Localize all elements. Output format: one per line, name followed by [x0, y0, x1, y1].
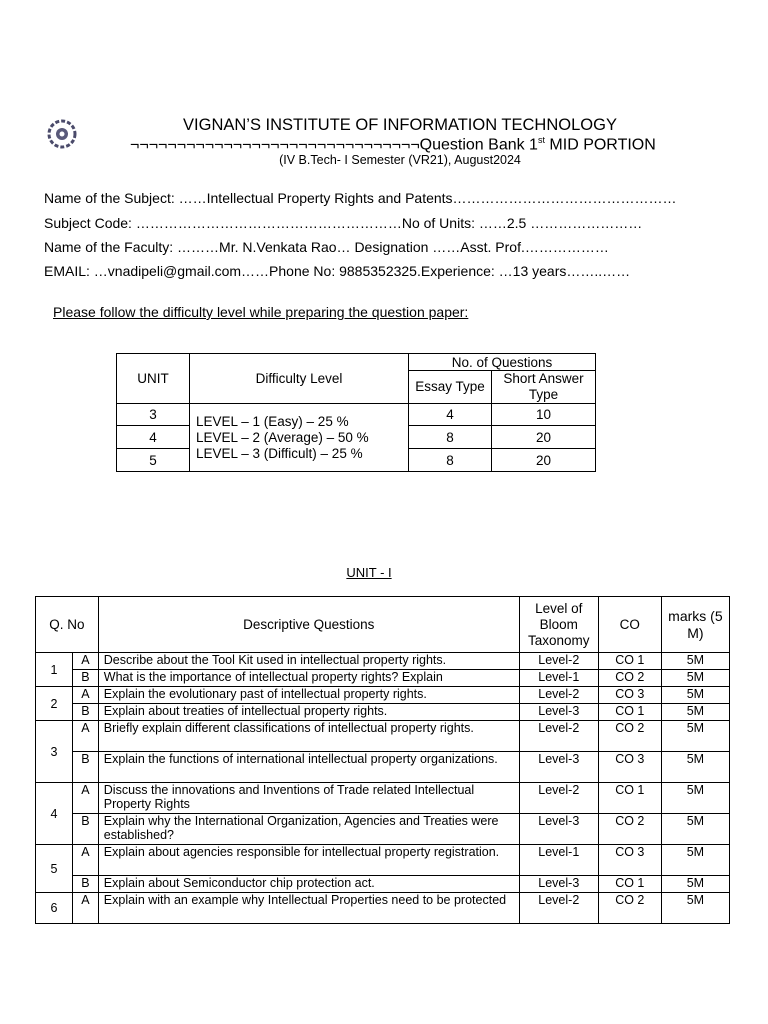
semester-line: (IV B.Tech- I Semester (VR21), August2024 [279, 153, 521, 167]
marks-cell: 5M [661, 783, 729, 814]
course-outcome: CO 3 [598, 687, 661, 704]
sub-part: A [73, 687, 99, 704]
marks-cell: 5M [661, 721, 729, 752]
bloom-level: Level-3 [519, 752, 598, 783]
question-number: 3 [36, 721, 73, 783]
course-outcome: CO 1 [598, 653, 661, 670]
essay-cell: 4 [409, 404, 492, 426]
email-line: EMAIL: …vnadipeli@gmail.com……Phone No: 9885352325.Experience: …13 years……..…… [44, 263, 631, 279]
bloom-level: Level-3 [519, 704, 598, 721]
sub-part: A [73, 653, 99, 670]
table-row [36, 876, 730, 893]
marks-cell: 5M [661, 752, 729, 783]
sub-part: B [73, 876, 99, 893]
table-row [36, 893, 730, 924]
col-difficulty: Difficulty Level [190, 354, 409, 404]
essay-cell: 8 [409, 449, 492, 472]
difficulty-levels [190, 404, 409, 472]
course-outcome: CO 3 [598, 845, 661, 876]
course-outcome: CO 3 [598, 752, 661, 783]
col-bloom: Level of Bloom Taxonomy [519, 597, 598, 653]
col-no-of-questions: No. of Questions [409, 354, 596, 371]
short-cell: 20 [492, 426, 596, 449]
question-text: Discuss the innovations and Inventions of Trade related Intellectual Property Rights [98, 783, 519, 814]
unit-cell: 5 [117, 449, 190, 472]
table-row [36, 670, 730, 687]
table-row [36, 721, 730, 752]
faculty-line: Name of the Faculty: ………Mr. N.Venkata Rao… Designation ……Asst. Prof.……………… [44, 239, 609, 255]
level-1: LEVEL – 1 (Easy) – 25 % [196, 413, 349, 429]
question-text: Describe about the Tool Kit used in intellectual property rights. [98, 653, 519, 670]
question-text: Explain why the International Organization, Agencies and Treaties were established? [98, 814, 519, 845]
sub-part: B [73, 752, 99, 783]
bloom-level: Level-2 [519, 721, 598, 752]
question-text: Explain the functions of international intellectual property organizations. [98, 752, 519, 783]
question-text: Explain about agencies responsible for intellectual property registration. [98, 845, 519, 876]
difficulty-table [116, 353, 596, 472]
unit-cell: 4 [117, 426, 190, 449]
question-text: Explain about Semiconductor chip protection act. [98, 876, 519, 893]
course-outcome: CO 2 [598, 893, 661, 924]
marks-cell: 5M [661, 670, 729, 687]
col-unit: UNIT [117, 354, 190, 404]
col-qno: Q. No [36, 597, 99, 653]
marks-cell: 5M [661, 876, 729, 893]
marks-cell: 5M [661, 704, 729, 721]
table-row [36, 704, 730, 721]
sub-part: A [73, 721, 99, 752]
table-row [36, 752, 730, 783]
col-short: Short Answer Type [492, 371, 596, 404]
col-marks: marks (5 M) [661, 597, 729, 653]
bloom-level: Level-1 [519, 845, 598, 876]
course-outcome: CO 2 [598, 814, 661, 845]
question-number: 2 [36, 687, 73, 721]
question-bank-title: ¬¬¬¬¬¬¬¬¬¬¬¬¬¬¬¬¬¬¬¬¬¬¬¬¬¬¬¬¬¬¬Question Bank 1st MID PORTION [130, 135, 656, 154]
question-number: 4 [36, 783, 73, 845]
sub-part: B [73, 670, 99, 687]
question-text: Explain with an example why Intellectual Properties need to be protected [98, 893, 519, 924]
marks-cell: 5M [661, 687, 729, 704]
marks-cell: 5M [661, 893, 729, 924]
bloom-level: Level-3 [519, 814, 598, 845]
essay-cell: 8 [409, 426, 492, 449]
course-outcome: CO 2 [598, 721, 661, 752]
course-outcome: CO 1 [598, 876, 661, 893]
course-outcome: CO 1 [598, 704, 661, 721]
marks-cell: 5M [661, 845, 729, 876]
marks-cell: 5M [661, 814, 729, 845]
sub-part: B [73, 704, 99, 721]
bloom-level: Level-2 [519, 687, 598, 704]
bloom-level: Level-3 [519, 876, 598, 893]
institute-name: VIGNAN’S INSTITUTE OF INFORMATION TECHNOLOGY [183, 116, 617, 134]
unit-cell: 3 [117, 404, 190, 426]
bloom-level: Level-1 [519, 670, 598, 687]
question-number: 1 [36, 653, 73, 687]
col-descriptive: Descriptive Questions [98, 597, 519, 653]
short-cell: 20 [492, 449, 596, 472]
table-row [36, 814, 730, 845]
subject-code-line: Subject Code: …………………………………………………No of Units: ……2.5 …………………… [44, 215, 643, 231]
table-row [36, 653, 730, 670]
marks-cell: 5M [661, 653, 729, 670]
question-text: What is the importance of intellectual property rights? Explain [98, 670, 519, 687]
col-essay: Essay Type [409, 371, 492, 404]
short-cell: 10 [492, 404, 596, 426]
unit-heading: UNIT - I [346, 565, 392, 580]
level-2: LEVEL – 2 (Average) – 50 % [196, 429, 369, 445]
table-row [36, 687, 730, 704]
bloom-level: Level-2 [519, 653, 598, 670]
question-table [35, 596, 730, 924]
course-outcome: CO 1 [598, 783, 661, 814]
table-row [36, 783, 730, 814]
col-co: CO [598, 597, 661, 653]
bloom-level: Level-2 [519, 783, 598, 814]
sub-part: A [73, 845, 99, 876]
course-outcome: CO 2 [598, 670, 661, 687]
question-text: Explain about treaties of intellectual property rights. [98, 704, 519, 721]
difficulty-note: Please follow the difficulty level while preparing the question paper: [53, 304, 469, 320]
question-text: Explain the evolutionary past of intellectual property rights. [98, 687, 519, 704]
sub-part: A [73, 893, 99, 924]
subject-name-line: Name of the Subject: ……Intellectual Property Rights and Patents………………………………………… [44, 190, 677, 206]
question-number: 6 [36, 893, 73, 924]
level-3: LEVEL – 3 (Difficult) – 25 % [196, 445, 363, 461]
sub-part: A [73, 783, 99, 814]
question-text: Briefly explain different classifications of intellectual property rights. [98, 721, 519, 752]
table-row [36, 845, 730, 876]
bloom-level: Level-2 [519, 893, 598, 924]
question-number: 5 [36, 845, 73, 893]
sub-part: B [73, 814, 99, 845]
